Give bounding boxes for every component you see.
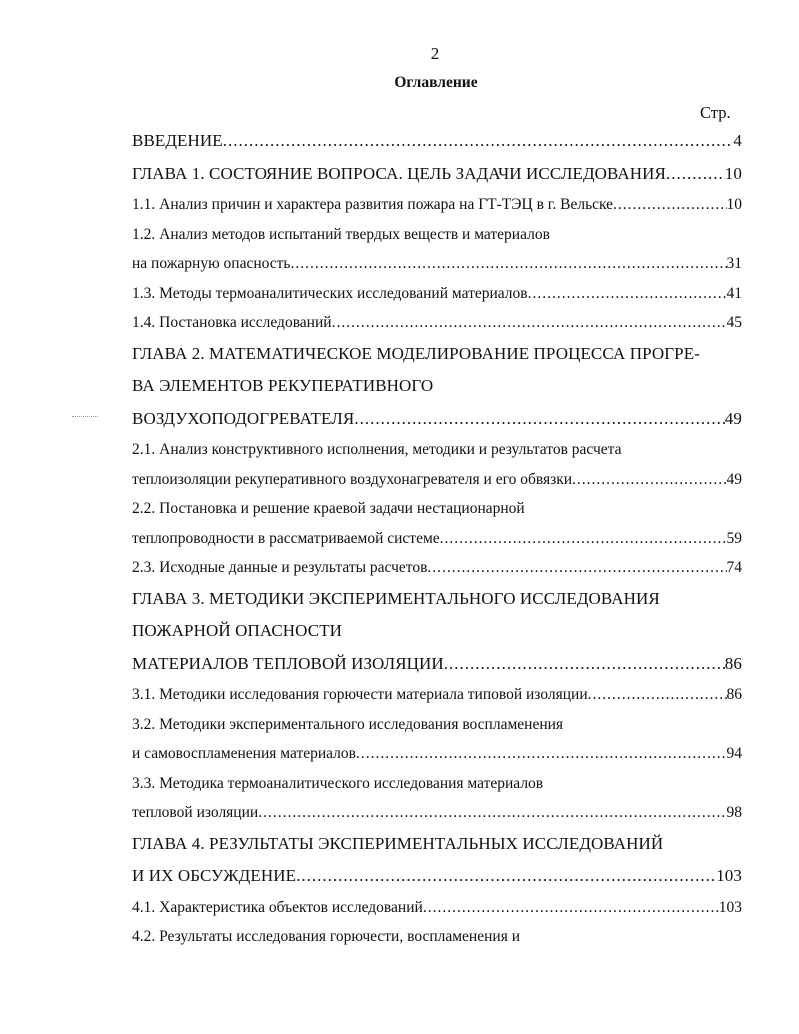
toc-entry-text: ГЛАВА 1. СОСТОЯНИЕ ВОПРОСА. ЦЕЛЬ ЗАДАЧИ ИССЛЕДОВАНИЯ bbox=[132, 163, 666, 183]
dot-leader bbox=[588, 680, 727, 710]
table-of-contents bbox=[132, 125, 742, 952]
toc-section-line bbox=[132, 680, 742, 710]
toc-page-number: 103 bbox=[716, 866, 742, 885]
toc-entry-text: И ИХ ОБСУЖДЕНИЕ bbox=[132, 866, 297, 885]
toc-entry-text: ПОЖАРНОЙ ОПАСНОСТИ bbox=[132, 621, 343, 640]
toc-chapter-line bbox=[132, 125, 742, 158]
toc-chapter-line bbox=[132, 828, 742, 861]
toc-entry-text: 3.1. Методики исследования горючести материала типовой изоляции bbox=[132, 686, 588, 703]
toc-chapter-line bbox=[132, 370, 742, 403]
toc-section-line bbox=[132, 279, 742, 309]
dot-leader bbox=[528, 279, 727, 309]
toc-page-number: 31 bbox=[726, 255, 742, 272]
toc-section-line bbox=[132, 922, 742, 952]
toc-section-line bbox=[132, 798, 742, 828]
dot-leader bbox=[354, 403, 724, 436]
toc-entry-text: ВА ЭЛЕМЕНТОВ РЕКУПЕРАТИВНОГО bbox=[132, 376, 434, 395]
dot-leader bbox=[427, 553, 726, 583]
toc-page-number: 49 bbox=[724, 408, 742, 428]
toc-title: Оглавление bbox=[394, 74, 478, 91]
toc-section-line bbox=[132, 739, 742, 769]
toc-chapter-line bbox=[132, 158, 742, 191]
dot-leader bbox=[258, 798, 726, 828]
toc-chapter-line bbox=[132, 338, 742, 371]
toc-section-line bbox=[132, 465, 742, 495]
toc-entry-text: 1.1. Анализ причин и характера развития пожара на ГТ-ТЭЦ в г. Вельске bbox=[132, 196, 614, 213]
toc-section-line bbox=[132, 435, 742, 465]
dot-leader bbox=[572, 465, 726, 495]
toc-chapter-line bbox=[132, 860, 742, 893]
page-number: 2 bbox=[430, 44, 440, 63]
toc-section-line bbox=[132, 220, 742, 250]
toc-page-number: 4 bbox=[733, 131, 742, 150]
toc-chapter-line bbox=[132, 648, 742, 681]
toc-chapter-line bbox=[132, 403, 742, 436]
toc-chapter-line bbox=[132, 583, 742, 616]
dot-leader bbox=[296, 860, 716, 893]
toc-entry-text: 3.3. Методика термоаналитического исследования материалов bbox=[132, 774, 544, 792]
toc-page-number: 98 bbox=[726, 804, 742, 821]
dot-leader bbox=[444, 648, 725, 681]
toc-section-line bbox=[132, 710, 742, 740]
toc-entry-text: ГЛАВА 3. МЕТОДИКИ ЭКСПЕРИМЕНТАЛЬНОГО ИССЛЕДОВАНИЯ bbox=[132, 588, 660, 608]
toc-section-line bbox=[132, 308, 742, 338]
toc-page-number: 49 bbox=[726, 470, 742, 488]
toc-entry-text: теплоизоляции рекуперативного воздухонагревателя и его обвязки bbox=[132, 470, 573, 488]
toc-section-line bbox=[132, 893, 742, 923]
toc-page-number: 86 bbox=[724, 653, 742, 673]
toc-entry-text: 2.2. Постановка и решение краевой задачи нестационарной bbox=[132, 500, 525, 517]
toc-page-number: 94 bbox=[726, 745, 742, 762]
toc-page-number: 45 bbox=[726, 314, 742, 331]
toc-page-number: 103 bbox=[718, 898, 742, 916]
toc-entry-text: 1.3. Методы термоаналитических исследований материалов bbox=[132, 284, 528, 302]
toc-entry-text: ВВЕДЕНИЕ bbox=[132, 131, 223, 150]
toc-chapter-line bbox=[132, 615, 742, 648]
toc-entry-text: тепловой изоляции bbox=[132, 804, 259, 821]
toc-entry-text: ГЛАВА 2. МАТЕМАТИЧЕСКОЕ МОДЕЛИРОВАНИЕ ПРОЦЕССА ПРОГРЕ- bbox=[132, 343, 700, 363]
toc-section-line bbox=[132, 494, 742, 524]
toc-page-number: 41 bbox=[726, 284, 742, 302]
toc-entry-text: ГЛАВА 4. РЕЗУЛЬТАТЫ ЭКСПЕРИМЕНТАЛЬНЫХ ИССЛЕДОВАНИЙ bbox=[132, 833, 664, 853]
toc-entry-text: 2.3. Исходные данные и результаты расчетов bbox=[132, 559, 428, 576]
toc-entry-text: 3.2. Методики экспериментального исследования воспламенения bbox=[132, 715, 564, 733]
toc-section-line bbox=[132, 524, 742, 554]
toc-section-line bbox=[132, 769, 742, 799]
toc-entry-text: 1.4. Постановка исследований bbox=[132, 314, 332, 331]
toc-entry-text: и самовоспламенения материалов bbox=[132, 745, 356, 762]
toc-page-number: 10 bbox=[726, 196, 742, 213]
dot-leader bbox=[332, 308, 727, 338]
dot-leader bbox=[291, 249, 727, 279]
toc-section-line bbox=[132, 190, 742, 220]
toc-entry-text: на пожарную опасность bbox=[132, 255, 291, 272]
dot-leader bbox=[356, 739, 727, 769]
dot-leader bbox=[223, 125, 734, 158]
toc-entry-text: МАТЕРИАЛОВ ТЕПЛОВОЙ ИЗОЛЯЦИИ bbox=[132, 653, 444, 673]
toc-entry-text: 2.1. Анализ конструктивного исполнения, методики и результатов расчета bbox=[132, 441, 622, 458]
toc-entry-text: 1.2. Анализ методов испытаний твердых веществ и материалов bbox=[132, 225, 550, 243]
toc-page-number: 59 bbox=[726, 529, 742, 547]
dot-leader bbox=[423, 893, 719, 923]
dot-leader bbox=[613, 190, 726, 220]
toc-entry-text: 4.1. Характеристика объектов исследований bbox=[132, 898, 423, 916]
scan-mark bbox=[72, 416, 98, 417]
toc-section-line bbox=[132, 249, 742, 279]
toc-page-number: 74 bbox=[726, 559, 742, 576]
dot-leader bbox=[666, 158, 725, 191]
toc-page-number: 86 bbox=[726, 686, 742, 703]
toc-page-number: 10 bbox=[724, 163, 742, 183]
toc-section-line bbox=[132, 553, 742, 583]
dot-leader bbox=[440, 524, 727, 554]
toc-entry-text: 4.2. Результаты исследования горючести, воспламенения и bbox=[132, 928, 520, 945]
toc-entry-text: ВОЗДУХОПОДОГРЕВАТЕЛЯ bbox=[132, 408, 355, 428]
toc-entry-text: теплопроводности в рассматриваемой системе bbox=[132, 529, 440, 547]
page-column-label: Стр. bbox=[700, 103, 731, 122]
